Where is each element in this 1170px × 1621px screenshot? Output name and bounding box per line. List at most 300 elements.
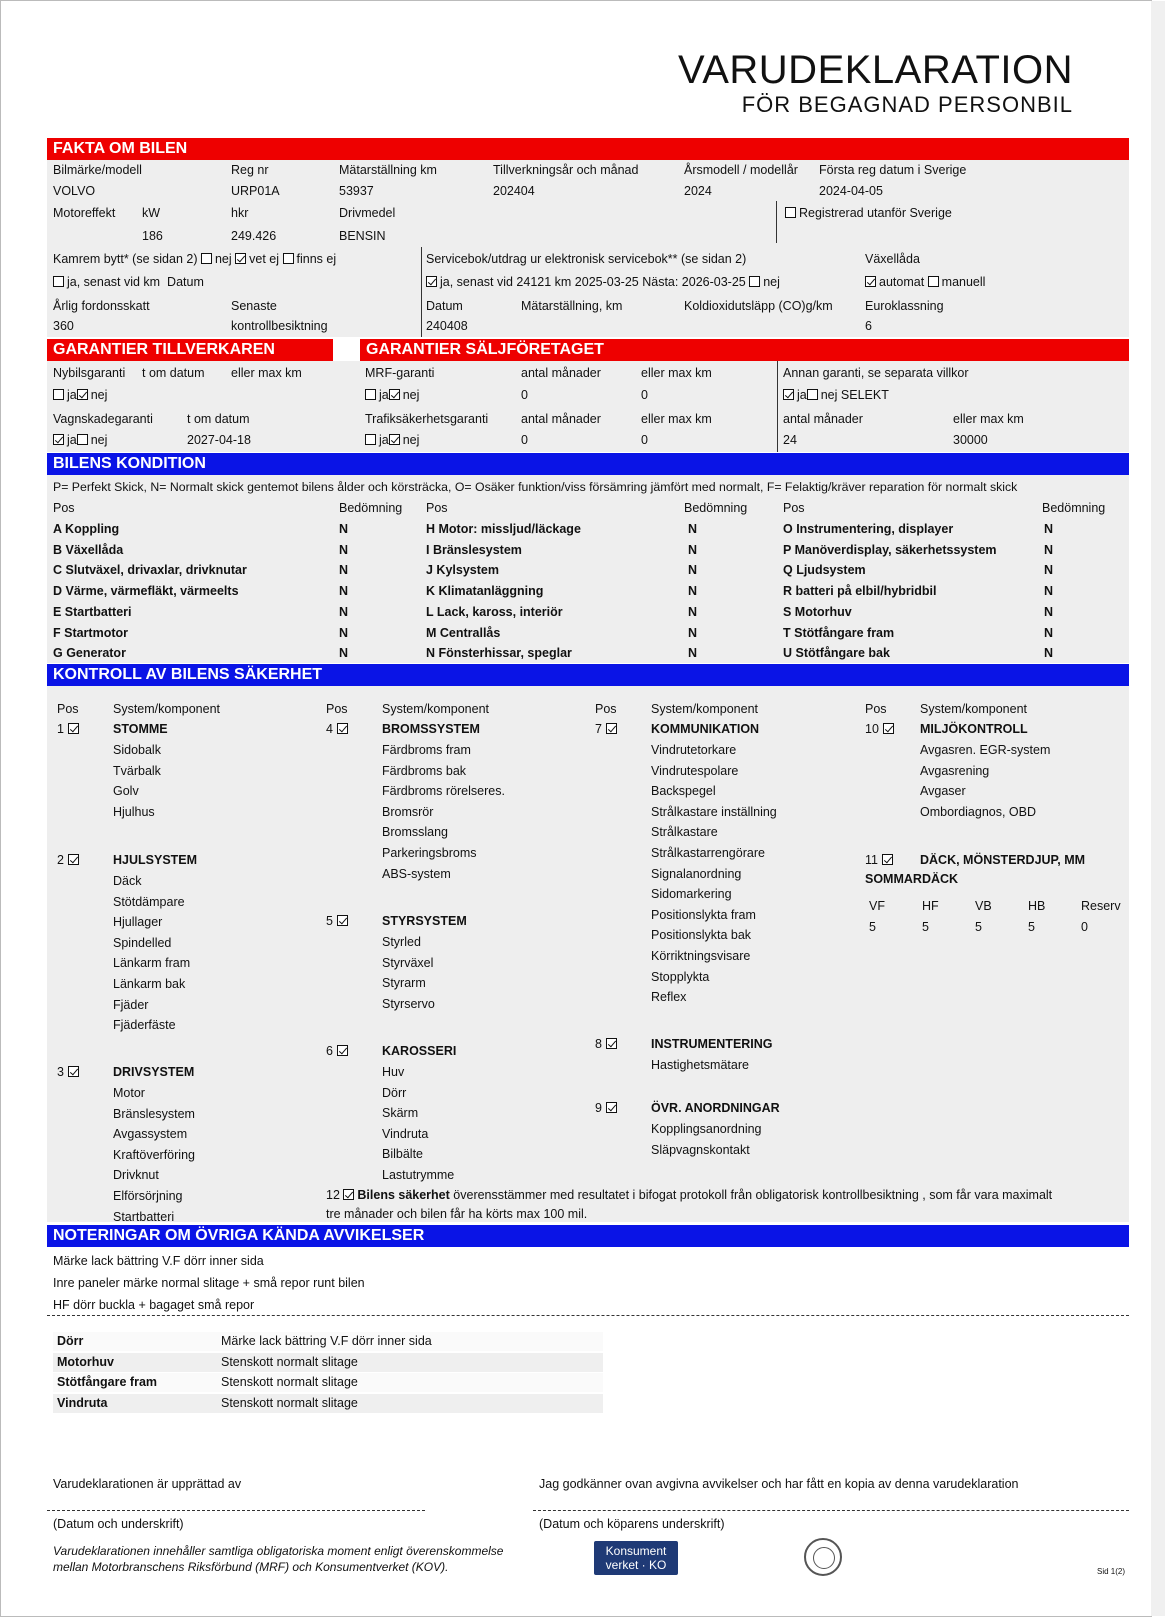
- note-table-part: Dörr: [57, 1334, 84, 1348]
- note-line-1: Märke lack bättring V.F dörr inner sida: [53, 1254, 264, 1268]
- kontroll-item: Fjäderfäste: [113, 1018, 176, 1033]
- kontroll-item: Fjäder: [113, 997, 149, 1012]
- kontroll-pos-3: Pos: [595, 702, 617, 716]
- group-checkbox[interactable]: [882, 854, 893, 865]
- divider: [777, 361, 778, 452]
- tyre-depth-value: 5: [922, 920, 929, 934]
- kontroll-item: Styrservo: [382, 996, 435, 1011]
- note-table-part: Stötfångare fram: [57, 1375, 158, 1389]
- note-table-note: Stenskott normalt slitage: [221, 1395, 358, 1410]
- group-num: 2: [57, 853, 64, 867]
- kondition-item: A Koppling: [53, 522, 120, 536]
- kontroll-item: Huv: [382, 1065, 405, 1079]
- kontroll-item: Dörr: [382, 1085, 407, 1100]
- kontroll-item: Signalanordning: [651, 866, 742, 881]
- timing-unknown-label: vet ej: [249, 252, 280, 266]
- label-tax: Årlig fordonsskatt: [53, 299, 150, 313]
- kondition-item: O Instrumentering, displayer: [783, 522, 954, 536]
- timing-date-label: Datum: [167, 275, 204, 289]
- kontroll-item: Styrväxel: [382, 955, 434, 970]
- kontroll-item: Parkeringsbroms: [382, 846, 477, 860]
- kondition-item: D Värme, värmefläkt, värmeelts: [53, 584, 239, 599]
- kondition-rating: N: [1044, 625, 1054, 640]
- kontroll-item: Backspegel: [651, 784, 716, 799]
- kontroll-group-number: [595, 1037, 620, 1052]
- sign-right-caption: (Datum och köparens underskrift): [539, 1517, 725, 1531]
- kontroll-item: Bromsslang: [382, 825, 448, 840]
- mrf-months: 0: [521, 388, 528, 402]
- value-tax: 360: [53, 319, 74, 333]
- kondition-item: R batteri på elbil/hybridbil: [783, 584, 937, 599]
- group-checkbox[interactable]: [337, 915, 348, 926]
- item-12-bold: Bilens säkerhet: [357, 1188, 450, 1202]
- note-line-3: HF dörr buckla + bagaget små repor: [53, 1298, 255, 1312]
- kontroll-item: Skärm: [382, 1106, 419, 1121]
- kontroll-group-title: ÖVR. ANORDNINGAR: [651, 1101, 780, 1115]
- trafik-nej-checkbox[interactable]: [389, 434, 400, 445]
- kondition-item: F Startmotor: [53, 625, 128, 640]
- gearbox-row: [865, 275, 985, 290]
- kontroll-item: Ombordiagnos, OBD: [920, 804, 1037, 819]
- trafik-ja-checkbox[interactable]: [365, 434, 376, 445]
- kondition-rating: N: [688, 646, 698, 661]
- value-km: 53937: [339, 184, 374, 198]
- group-num: 9: [595, 1101, 602, 1115]
- kontroll-item: Däck: [113, 874, 142, 888]
- group-num: 6: [326, 1044, 333, 1058]
- page-number: Sid 1(2): [1097, 1567, 1126, 1576]
- kontroll-item-12: [326, 1188, 1052, 1203]
- kond-pos-2: Pos: [426, 501, 448, 515]
- kontroll-item: Strålkastare: [651, 825, 718, 840]
- label-kw: kW: [142, 206, 161, 220]
- nybil-ja-label: ja: [67, 388, 77, 402]
- annan-label: Annan garanti, se separata villkor: [783, 366, 969, 380]
- logo-line-2: verket · KO: [605, 1558, 667, 1572]
- tyre-col-header: HB: [1028, 899, 1046, 913]
- timing-no-label: nej: [214, 252, 232, 266]
- value-brand: VOLVO: [53, 184, 96, 198]
- kontroll-item: Stötdämpare: [113, 894, 185, 909]
- kontroll-group-number: [865, 853, 896, 868]
- annan-nej-checkbox[interactable]: [807, 389, 818, 400]
- kontroll-group-number: [326, 722, 351, 737]
- kontroll-item: Bromsrör: [382, 804, 434, 819]
- nybil-ja-checkbox[interactable]: [53, 389, 64, 400]
- kondition-rating: N: [339, 646, 349, 661]
- kontroll-group-title: STYRSYSTEM: [382, 914, 467, 928]
- kondition-rating: N: [339, 522, 349, 536]
- kontroll-item: Kopplingsanordning: [651, 1122, 762, 1136]
- kond-pos-1: Pos: [53, 501, 75, 515]
- kontroll-item: Länkarm fram: [113, 956, 191, 971]
- timing-yes-row: [53, 275, 204, 290]
- label-date: Datum: [426, 299, 463, 313]
- reg-abroad-label: Registrerad utanför Sverige: [799, 206, 952, 220]
- kondition-rating: N: [1044, 646, 1054, 661]
- disclaimer-line-2: mellan Motorbranschens Riksförbund (MRF) och Konsumentverket (KOV).: [53, 1560, 449, 1574]
- annan-choice: [783, 388, 889, 403]
- annan-km: 30000: [953, 433, 988, 447]
- disclaimer-line-1: Varudeklarationen innehåller samtliga obligatoriska moment enligt överenskommelse: [53, 1544, 504, 1558]
- document-subtitle: FÖR BEGAGNAD PERSONBIL: [741, 92, 1073, 117]
- kontroll-item: Tvärbalk: [113, 763, 161, 778]
- kontroll-item: Motor: [113, 1086, 145, 1100]
- kondition-legend: P= Perfekt Skick, N= Normalt skick gentemot bilens ålder och körsträcka, O= Osäker funktion/viss försämring jämfört med normalt, F= Felaktig/kräver reparation för normalt skick: [53, 480, 1018, 494]
- kontroll-item: Drivknut: [113, 1168, 159, 1183]
- kontroll-item: Styrarm: [382, 976, 426, 991]
- label-euro: Euroklassning: [865, 299, 944, 313]
- timing-yes-checkbox[interactable]: [53, 276, 64, 287]
- nybil-maxkm-label: eller max km: [231, 366, 302, 380]
- service-label: Servicebok/utdrag ur elektronisk servicebok** (se sidan 2): [426, 252, 747, 266]
- kondition-rating: N: [339, 563, 349, 578]
- group-num: 10: [865, 722, 879, 736]
- kond-bed-2: Bedömning: [684, 501, 748, 515]
- mrf-maxkm-label: eller max km: [641, 366, 712, 380]
- note-divider: [47, 1315, 1129, 1316]
- signature-line-left[interactable]: [47, 1510, 425, 1511]
- label-km: Mätarställning km: [339, 163, 437, 177]
- group-checkbox[interactable]: [337, 723, 348, 734]
- note-table-part: Vindruta: [57, 1395, 108, 1410]
- label-first-reg: Första reg datum i Sverige: [819, 163, 967, 177]
- kontroll-item: Bränslesystem: [113, 1106, 195, 1121]
- annan-km-label: eller max km: [953, 412, 1024, 426]
- kontroll-item: Vindrutetorkare: [651, 743, 737, 757]
- kontroll-pos-4: Pos: [865, 702, 887, 716]
- value-kw: 186: [142, 229, 163, 243]
- kontroll-pos-2: Pos: [326, 702, 348, 716]
- tyre-depth-value: 0: [1081, 920, 1088, 934]
- kondition-item: M Centrallås: [426, 625, 501, 640]
- label-model-year: Årsmodell / modellår: [684, 163, 798, 177]
- reg-abroad-checkbox[interactable]: [785, 207, 796, 218]
- timing-belt-row: [53, 252, 336, 267]
- kontroll-item: Sidobalk: [113, 743, 161, 757]
- kontroll-item: Hastighetsmätare: [651, 1058, 749, 1072]
- group-num: 8: [595, 1037, 602, 1051]
- timing-none-checkbox[interactable]: [283, 253, 294, 264]
- kond-bed-3: Bedömning: [1042, 501, 1106, 515]
- kontroll-group-title: INSTRUMENTERING: [651, 1037, 773, 1051]
- label-last-check-2: kontrollbesiktning: [231, 319, 328, 333]
- note-table-note: Stenskott normalt slitage: [221, 1354, 358, 1369]
- value-euro: 6: [865, 319, 872, 333]
- service-no-label: nej: [763, 275, 780, 289]
- kondition-rating: N: [688, 563, 698, 578]
- mrf-months-label: antal månader: [521, 366, 601, 380]
- label-power: Motoreffekt: [53, 206, 116, 220]
- kontroll-item: Färdbroms bak: [382, 763, 467, 778]
- tyre-depth-value: 5: [869, 920, 876, 934]
- kontroll-item: Stopplykta: [651, 969, 710, 984]
- section-header-noteringar: NOTERINGAR OM ÖVRIGA KÄNDA AVVIKELSER: [47, 1225, 1129, 1247]
- group-num: 1: [57, 722, 64, 736]
- kontroll-group-title: MILJÖKONTROLL: [920, 722, 1028, 736]
- kondition-rating: N: [688, 522, 698, 536]
- kontroll-item: Färdbroms rörelseres.: [382, 784, 505, 799]
- kondition-rating: N: [339, 542, 349, 557]
- tyre-depth-value: 5: [1028, 920, 1035, 934]
- group-checkbox[interactable]: [337, 1045, 348, 1056]
- sign-left-caption: (Datum och underskrift): [53, 1517, 184, 1531]
- kondition-item: E Startbatteri: [53, 604, 132, 619]
- service-yes-label: ja, senast vid 24121 km 2025-03-25 Nästa: 2026-03-25: [440, 275, 746, 289]
- kontroll-group-number: [57, 1065, 82, 1080]
- kondition-rating: N: [688, 625, 698, 640]
- mrf-km: 0: [641, 388, 648, 402]
- kontroll-item: Hjulhus: [113, 804, 155, 819]
- annan-ja-label: ja: [797, 388, 807, 402]
- gear-manual-checkbox[interactable]: [928, 276, 939, 287]
- logo-line-1: Konsument: [605, 1544, 667, 1558]
- kontroll-sys-3: System/komponent: [651, 702, 758, 716]
- kondition-item: U Stötfångare bak: [783, 646, 890, 661]
- group-num: 4: [326, 722, 333, 736]
- kondition-rating: N: [688, 584, 698, 599]
- kontroll-item: Färdbroms fram: [382, 743, 471, 757]
- trafik-months-label: antal månader: [521, 412, 601, 426]
- nybil-nej-label: nej: [90, 388, 108, 402]
- group-num: 3: [57, 1065, 64, 1079]
- kontroll-group-number: [57, 722, 82, 737]
- kondition-rating: N: [688, 542, 698, 557]
- trafik-months: 0: [521, 433, 528, 447]
- kondition-item: I Bränslesystem: [426, 542, 522, 557]
- group-checkbox[interactable]: [606, 723, 617, 734]
- annan-ja-checkbox[interactable]: [783, 389, 794, 400]
- trafik-maxkm-label: eller max km: [641, 412, 712, 426]
- note-line-2: Inre paneler märke normal slitage + små repor runt bilen: [53, 1276, 365, 1290]
- item-12-text: överensstämmer med resultatet i bifogat protokoll från obligatorisk kontrollbesiktning , som får vara maximalt: [449, 1188, 1053, 1202]
- kontroll-item: Länkarm bak: [113, 977, 186, 991]
- kontroll-item: ABS-system: [382, 866, 451, 881]
- tyre-col-header: HF: [922, 899, 939, 913]
- nybil-label: Nybilsgaranti: [53, 366, 126, 380]
- kontroll-item: Avgaser: [920, 784, 966, 799]
- group-checkbox[interactable]: [68, 1066, 79, 1077]
- group-num: 11: [865, 853, 878, 867]
- timing-yes-label: ja, senast vid km: [67, 275, 161, 289]
- value-mfg: 202404: [493, 184, 535, 198]
- kondition-item: C Slutväxel, drivaxlar, drivknutar: [53, 563, 247, 578]
- section-header-fakta: FAKTA OM BILEN: [47, 138, 1129, 160]
- kontroll-item: Styrled: [382, 935, 421, 949]
- gearbox-label: Växellåda: [865, 252, 920, 266]
- kond-bed-1: Bedömning: [339, 501, 403, 515]
- kondition-rating: N: [1044, 584, 1054, 599]
- note-table-note: Stenskott normalt slitage: [221, 1375, 358, 1389]
- kontroll-group-title: DRIVSYSTEM: [113, 1065, 195, 1079]
- vagn-tom-label: t om datum: [187, 412, 250, 426]
- tyre-col-header: VB: [975, 899, 992, 913]
- kontroll-group-title: KAROSSERI: [382, 1044, 457, 1058]
- kondition-item: L Lack, kaross, interiör: [426, 604, 563, 619]
- kondition-item: J Kylsystem: [426, 563, 499, 578]
- kontroll-group-number: [326, 914, 351, 929]
- kondition-rating: N: [688, 604, 698, 619]
- kontroll-item: Körriktningsvisare: [651, 949, 751, 963]
- tyre-col-header: VF: [869, 899, 885, 913]
- note-table-part: Motorhuv: [57, 1354, 114, 1369]
- kontroll-item: Strålkastare inställning: [651, 804, 777, 819]
- vagn-nej-checkbox[interactable]: [77, 434, 88, 445]
- annan-nej-label: nej SELEKT: [820, 388, 889, 402]
- annan-months: 24: [783, 433, 797, 447]
- group-checkbox[interactable]: [606, 1102, 617, 1113]
- vagn-label: Vagnskadegaranti: [53, 412, 153, 426]
- value-model-year: 2024: [684, 184, 712, 198]
- gear-auto-checkbox[interactable]: [865, 276, 876, 287]
- kontroll-item: Vindrutespolare: [651, 763, 739, 778]
- kondition-item: B Växellåda: [53, 542, 124, 557]
- kontroll-item: Positionslykta fram: [651, 907, 756, 922]
- kontroll-item: Släpvagnskontakt: [651, 1142, 750, 1157]
- label-mfg: Tillverkningsår och månad: [493, 163, 639, 177]
- trafik-ja-label: ja: [379, 433, 389, 447]
- timing-no-checkbox[interactable]: [201, 253, 212, 264]
- kontroll-item: Bilbälte: [382, 1147, 423, 1162]
- value-hk: 249.426: [231, 229, 277, 243]
- kontroll-group-title: DÄCK, MÖNSTERDJUP, MM: [920, 853, 1086, 867]
- section-header-garanti-tillverkare: GARANTIER TILLVERKAREN: [47, 339, 333, 361]
- kondition-rating: N: [339, 584, 349, 599]
- mrf-choice: [365, 388, 419, 403]
- kontroll-item: Avgasren. EGR-system: [920, 743, 1051, 757]
- kondition-item: H Motor: missljud/läckage: [426, 522, 581, 536]
- label-last-check: Senaste: [231, 299, 277, 313]
- group-checkbox[interactable]: [68, 723, 79, 734]
- reg-abroad: [785, 206, 952, 221]
- service-yes-checkbox[interactable]: [426, 276, 437, 287]
- kontroll-pos-1: Pos: [57, 702, 79, 716]
- kontroll-item: Startbatteri: [113, 1209, 175, 1224]
- service-yes-row: [426, 275, 780, 290]
- item-12-num: 12: [326, 1188, 340, 1202]
- tyre-depth-value: 5: [975, 920, 982, 934]
- kondition-item: P Manöverdisplay, säkerhetssystem: [783, 542, 997, 557]
- konsumentverket-logo: [594, 1541, 678, 1575]
- kontroll-item: Strålkastarrengörare: [651, 846, 765, 860]
- kondition-item: T Stötfångare fram: [783, 625, 895, 640]
- value-first-reg: 2024-04-05: [819, 184, 883, 198]
- nybil-choice: [53, 388, 107, 403]
- mrf-label: MRF-garanti: [365, 366, 435, 380]
- label-hk: hkr: [231, 206, 249, 220]
- kontroll-group-title: BROMSSYSTEM: [382, 722, 480, 736]
- kontroll-sys-2: System/komponent: [382, 702, 489, 716]
- label-brand: Bilmärke/modell: [53, 163, 142, 177]
- item-12-text-2: tre månader och bilen får ha körts max 100 mil.: [326, 1207, 588, 1221]
- kontroll-item: Positionslykta bak: [651, 928, 752, 943]
- kontroll-item: Hjullager: [113, 915, 163, 930]
- kontroll-sys-1: System/komponent: [113, 702, 220, 716]
- vagn-date: 2027-04-18: [187, 433, 251, 447]
- kondition-item: S Motorhuv: [783, 604, 852, 619]
- kondition-rating: N: [1044, 563, 1054, 578]
- gear-auto-label: automat: [879, 275, 925, 289]
- document-title: VARUDEKLARATION: [678, 48, 1073, 92]
- vagn-ja-label: ja: [67, 433, 77, 447]
- kontroll-group-title: STOMME: [113, 722, 168, 736]
- group-checkbox[interactable]: [606, 1038, 617, 1049]
- footer-right-label: Jag godkänner ovan avgivna avvikelser och har fått en kopia av denna varudeklaration: [539, 1477, 1019, 1491]
- trafik-km: 0: [641, 433, 648, 447]
- value-fuel: BENSIN: [339, 229, 386, 243]
- footer-left-label: Varudeklarationen är upprättad av: [53, 1477, 242, 1491]
- group-num: 5: [326, 914, 333, 928]
- mrf-nej-checkbox[interactable]: [389, 389, 400, 400]
- group-checkbox[interactable]: [883, 723, 894, 734]
- kontroll-group-title: KOMMUNIKATION: [651, 722, 760, 736]
- kontroll-group-number: [865, 722, 897, 737]
- mrf-nej-label: nej: [402, 388, 420, 402]
- trafik-nej-label: nej: [402, 433, 420, 447]
- kontroll-item: Sidomarkering: [651, 887, 732, 902]
- divider: [421, 247, 422, 337]
- kondition-item: G Generator: [53, 646, 126, 661]
- kontroll-item: Avgassystem: [113, 1127, 188, 1142]
- kontroll-group-number: [595, 722, 620, 737]
- kontroll-item: Elförsörjning: [113, 1189, 183, 1203]
- kontroll-item: Lastutrymme: [382, 1168, 455, 1182]
- nybil-nej-checkbox[interactable]: [77, 389, 88, 400]
- note-table-note: Märke lack bättring V.F dörr inner sida: [221, 1334, 432, 1348]
- value-date: 240408: [426, 319, 468, 333]
- timing-label: Kamrem bytt* (se sidan 2): [53, 252, 198, 266]
- mrf-seal-icon: [804, 1538, 842, 1576]
- kontroll-sys-4: System/komponent: [920, 702, 1027, 716]
- timing-unknown-checkbox[interactable]: [235, 253, 246, 264]
- divider: [776, 201, 777, 243]
- kontroll-group-number: [595, 1101, 620, 1116]
- vagn-ja-checkbox[interactable]: [53, 434, 64, 445]
- section-header-kondition: BILENS KONDITION: [47, 453, 1129, 475]
- section-header-kontroll: KONTROLL AV BILENS SÄKERHET: [47, 664, 1129, 686]
- item-12-checkbox[interactable]: [343, 1189, 354, 1200]
- kontroll-item: Reflex: [651, 990, 687, 1005]
- group-checkbox[interactable]: [68, 854, 79, 865]
- nybil-tom-label: t om datum: [142, 366, 205, 380]
- vagn-nej-label: nej: [90, 433, 108, 447]
- mrf-ja-checkbox[interactable]: [365, 389, 376, 400]
- group-num: 7: [595, 722, 602, 736]
- mrf-ja-label: ja: [379, 388, 389, 402]
- signature-line-right[interactable]: [533, 1510, 1129, 1511]
- kontroll-item: Avgasrening: [920, 763, 990, 778]
- kontroll-group-title: HJULSYSTEM: [113, 853, 198, 867]
- gear-manual-label: manuell: [941, 275, 986, 289]
- kond-pos-3: Pos: [783, 501, 805, 515]
- kondition-item: Q Ljudsystem: [783, 563, 866, 578]
- timing-none-label: finns ej: [296, 252, 337, 266]
- tyre-season: SOMMARDÄCK: [865, 872, 959, 886]
- label-km2: Mätarställning, km: [521, 299, 623, 313]
- kondition-rating: N: [1044, 522, 1054, 536]
- trafik-label: Trafiksäkerhetsgaranti: [365, 412, 489, 426]
- kontroll-item: Spindelled: [113, 935, 172, 950]
- trafik-choice: [365, 433, 419, 448]
- section-header-garanti-salj: GARANTIER SÄLJFÖRETAGET: [360, 339, 1129, 361]
- label-reg: Reg nr: [231, 163, 269, 177]
- service-no-checkbox[interactable]: [749, 276, 760, 287]
- kontroll-item: Golv: [113, 784, 139, 799]
- label-fuel: Drivmedel: [339, 206, 396, 220]
- kondition-rating: N: [339, 604, 349, 619]
- value-reg: URP01A: [231, 184, 280, 198]
- kondition-rating: N: [1044, 542, 1054, 557]
